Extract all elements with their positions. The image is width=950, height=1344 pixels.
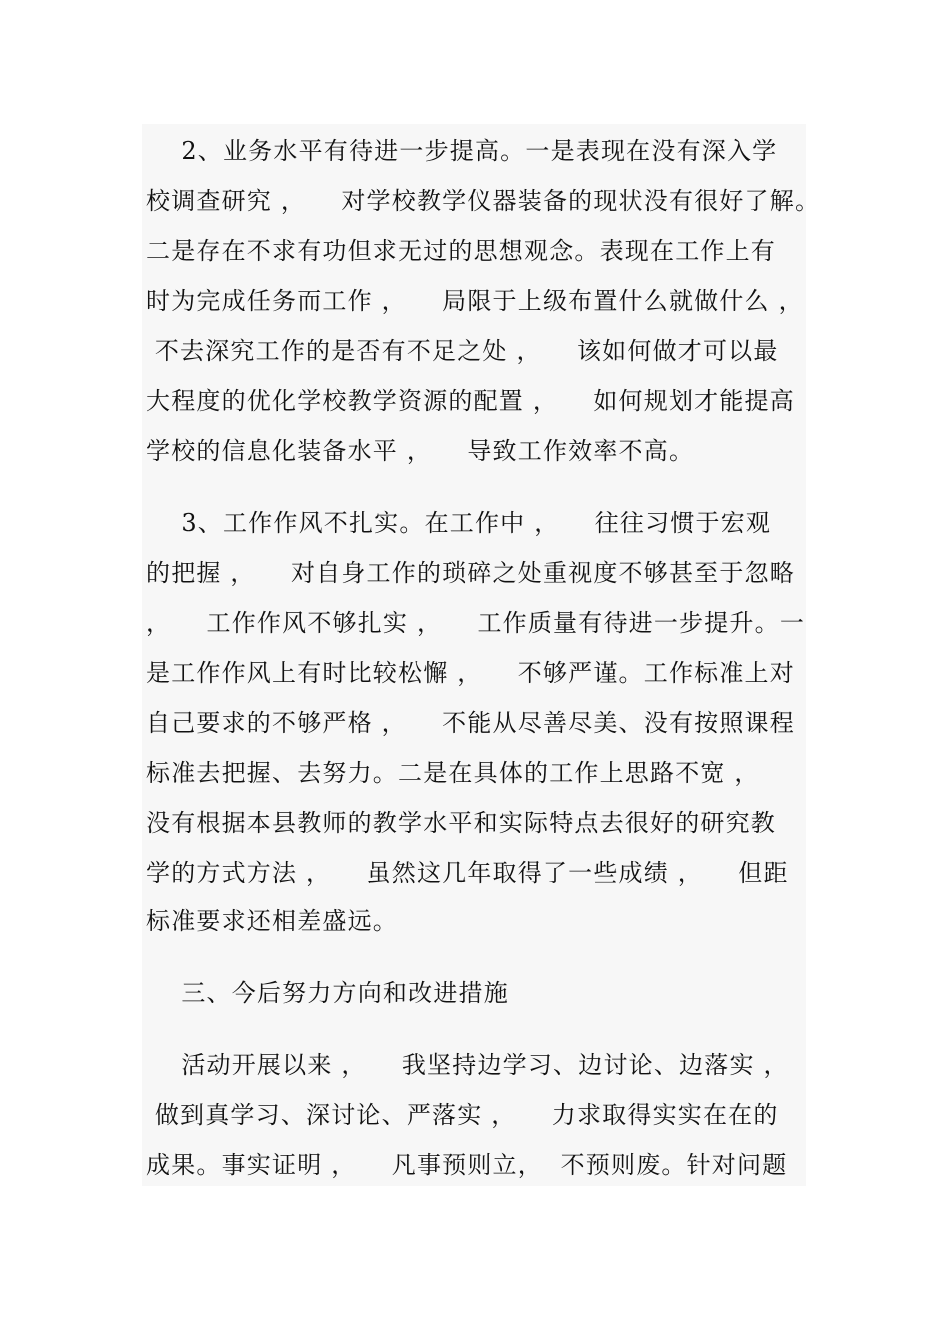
text-line: 二是存在不求有功但求无过的思想观念。表现在工作上有 [146, 237, 776, 265]
text-line: 大程度的优化学校教学资源的配置 ， 如何规划才能提高 [146, 387, 795, 415]
text-line: 2、业务水平有待进一步提高。一是表现在没有深入学 [146, 137, 778, 165]
text-line: 成果。事实证明 ， 凡事预则立， 不预则废。针对问题 [146, 1151, 788, 1179]
section-heading: 三、今后努力方向和改进措施 [146, 979, 509, 1007]
text-line: 自己要求的不够严格 ， 不能从尽善尽美、没有按照课程 [146, 709, 795, 737]
text-line: 校调查研究 ， 对学校教学仪器装备的现状没有很好了解。 [146, 187, 821, 215]
text-line: 时为完成任务而工作 ， 局限于上级布置什么就做什么 ， [146, 287, 804, 315]
text-line: 没有根据本县教师的教学水平和实际特点去很好的研究教 [146, 809, 776, 837]
text-line: 学校的信息化装备水平 ， 导致工作效率不高。 [146, 437, 695, 465]
text-line: 活动开展以来 ， 我坚持边学习、边讨论、边落实 ， [146, 1051, 789, 1079]
text-line: 是工作作风上有时比较松懈 ， 不够严谨。工作标准上对 [146, 659, 795, 687]
text-line: 标准要求还相差盛远。 [146, 907, 398, 935]
text-line: ， 工作作风不够扎实 ， 工作质量有待进一步提升。一 [146, 609, 806, 637]
text-line: 3、工作作风不扎实。在工作中 ， 往往习惯于宏观 [146, 509, 772, 537]
text-line: 的把握 ， 对自身工作的琐碎之处重视度不够甚至于忽略 [146, 559, 795, 587]
text-line: 学的方式方法 ， 虽然这几年取得了一些成绩 ， 但距 [146, 859, 789, 887]
text-line: 不去深究工作的是否有不足之处 ， 该如何做才可以最 [146, 337, 779, 365]
text-line: 标准去把握、去努力。二是在具体的工作上思路不宽 ， [146, 759, 760, 787]
text-line: 做到真学习、深讨论、严落实 ， 力求取得实实在在的 [146, 1101, 779, 1129]
